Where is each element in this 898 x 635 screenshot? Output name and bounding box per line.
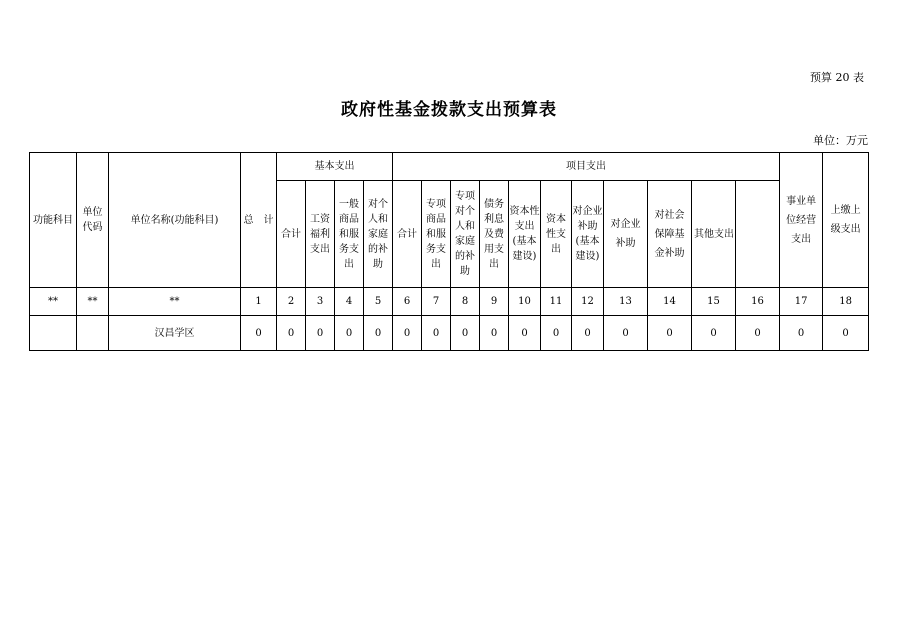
header-project-total: 合计 [393,181,422,288]
cell-value: 0 [364,316,393,351]
index-cell: 10 [509,288,541,316]
header-capital: 资本性支出 [541,181,572,288]
header-basic-total: 合计 [277,181,306,288]
cell-value: 0 [422,316,451,351]
cell-value: 0 [541,316,572,351]
unit-label: 单位：万元 [813,134,868,147]
header-social-security: 对社会保障基金补助 [648,181,692,288]
cell-value: 0 [393,316,422,351]
index-cell: 7 [422,288,451,316]
header-other: 其他支出 [692,181,736,288]
cell-func-subject [30,316,77,351]
header-enterprise-subsidy: 对企业补助 [604,181,648,288]
index-cell: 11 [541,288,572,316]
header-business-ops: 事业单位经营支出 [780,153,823,288]
header-func-subject: 功能科目 [30,153,77,288]
index-cell: 18 [823,288,869,316]
index-cell: ** [30,288,77,316]
header-upper-level: 上缴上级支出 [823,153,869,288]
header-wages: 工资福利支出 [306,181,335,288]
index-cell: ** [77,288,109,316]
cell-value: 0 [736,316,780,351]
cell-value: 0 [692,316,736,351]
cell-unit-name: 汉昌学区 [109,316,241,351]
index-cell: 17 [780,288,823,316]
table-row [30,316,869,351]
header-unit-name: 单位名称(功能科目) [109,153,241,288]
header-capital-construction: 资本性支出(基本建设) [509,181,541,288]
index-cell: 6 [393,288,422,316]
cell-value: 0 [480,316,509,351]
index-cell: ** [109,288,241,316]
cell-value: 0 [823,316,869,351]
cell-value: 0 [277,316,306,351]
header-enterprise-construction: 对企业补助(基本建设) [572,181,604,288]
cell-value: 0 [780,316,823,351]
header-personal-subsidy: 对个人和家庭的补助 [364,181,393,288]
cell-value: 0 [335,316,364,351]
header-unit-code: 单位代码 [77,153,109,288]
index-cell: 8 [451,288,480,316]
cell-value: 0 [241,316,277,351]
index-cell: 14 [648,288,692,316]
cell-unit-code [77,316,109,351]
index-cell: 5 [364,288,393,316]
index-row [30,288,869,316]
cell-value: 0 [648,316,692,351]
page-title: 政府性基金拨款支出预算表 [341,100,557,120]
index-cell: 13 [604,288,648,316]
index-cell: 1 [241,288,277,316]
cell-value: 0 [451,316,480,351]
header-project: 项目支出 [393,153,780,181]
cell-value: 0 [509,316,541,351]
header-special-goods: 专项商品和服务支出 [422,181,451,288]
index-cell: 15 [692,288,736,316]
index-cell: 2 [277,288,306,316]
index-cell: 16 [736,288,780,316]
header-goods-services: 一般商品和服务支出 [335,181,364,288]
index-cell: 3 [306,288,335,316]
index-cell: 9 [480,288,509,316]
header-basic: 基本支出 [277,153,393,181]
index-cell: 12 [572,288,604,316]
index-cell: 4 [335,288,364,316]
form-number: 预算 20 表 [810,71,864,84]
header-total: 总 计 [241,153,277,288]
header-debt-interest: 债务利息及费用支出 [480,181,509,288]
cell-value: 0 [572,316,604,351]
cell-value: 0 [604,316,648,351]
cell-value: 0 [306,316,335,351]
budget-table [29,152,869,351]
header-special-personal: 专项对个人和家庭的补助 [451,181,480,288]
